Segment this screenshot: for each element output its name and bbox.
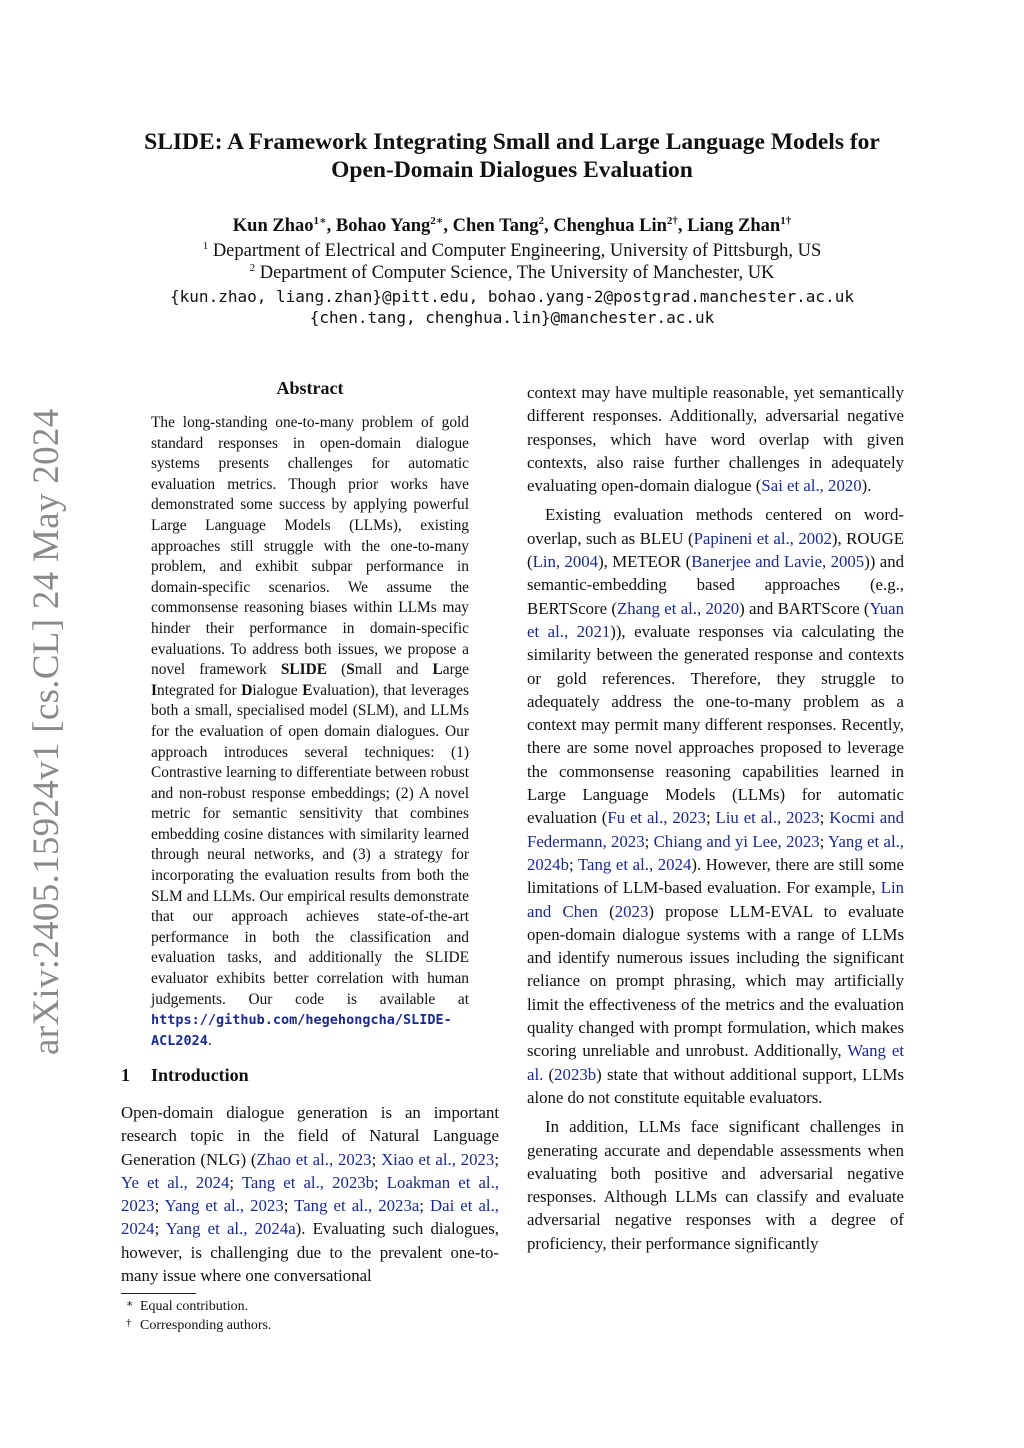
citation-link[interactable]: Kocmi and Federmann, 2023 — [527, 808, 905, 851]
body-text: In addition, LLMs face significant challenges in generating accurate and dependable assessments when evaluating both positive and adversarial negative responses. Although LLMs can classify and evaluate adversarial negative responses with a degree of proficiency, their performance significantly — [527, 1117, 904, 1253]
citation-link[interactable]: Yang et al., 2024b — [527, 831, 904, 874]
citation-link[interactable]: Sai et al., 2020 — [761, 476, 862, 496]
citation-link[interactable]: Chiang and yi Lee, 2023 — [653, 831, 820, 851]
section-title: Introduction — [151, 1065, 249, 1085]
author-sup: 1∗ — [313, 214, 327, 227]
affiliation-sup: 2 — [249, 261, 256, 274]
footnote-rule — [121, 1293, 196, 1294]
citation-link[interactable]: Yang et al., 2024a — [165, 1219, 296, 1239]
body-text: )), evaluate responses via calculating the similarity between the generated response and contexts or gold references. Therefore, they struggle to adequately address the one-to-many problem as a context may permit many different responses. Recently, there are some novel approaches proposed to leverage the commonsense reasoning capabilities learned in Large Language Models (LLMs) for automatic evaluation ( — [527, 621, 904, 828]
author: Chen Tang — [452, 216, 539, 236]
footnote-mark: ∗ — [126, 1298, 134, 1310]
affiliation-sup: 1 — [202, 239, 209, 252]
citation-link[interactable]: Tang et al., 2023a — [294, 1196, 420, 1216]
slide-name: SLIDE — [280, 661, 328, 679]
abstract-text: The long-standing one-to-many problem of gold standard responses in open-domain dialogue systems presents challenges for automatic evaluation metrics. Though prior works have demonstrated some success by applying powerful Large Language Models (LLMs), existing approaches still struggle with the one-to-many problem, and exhibit subpar performance in domain-specific scenarios. We assume the commonsense reasoning biases within LLMs may hinder their performance in domain-specific evaluations. To address both issues, we propose a novel framework — [151, 414, 469, 679]
body-text: ( — [597, 901, 615, 921]
citation-link[interactable]: Papineni et al., 2002 — [693, 528, 832, 548]
author-list: Kun Zhao$^{1∗}$, Bohao Yang$^{2∗}$, Chen Tang$^2$, Chenghua Lin$^{2\dagger}$, Liang Zhan$^{1\dagger}$ — [232, 214, 792, 236]
affiliation-text: Department of Computer Science, The University of Manchester, UK — [259, 263, 775, 283]
body-paragraph — [527, 381, 904, 497]
author-sup: 1† — [780, 214, 792, 227]
footnote-2 — [126, 1317, 272, 1335]
citation-link[interactable]: 2023 — [614, 901, 649, 921]
author: Bohao Yang — [335, 216, 431, 236]
title-line-2: Open-Domain Dialogues Evaluation — [331, 157, 693, 183]
citation-link[interactable]: Tang et al., 2023b — [241, 1172, 375, 1192]
citation-link[interactable]: 2023b — [554, 1064, 597, 1084]
body-text: ; — [371, 1149, 382, 1169]
body-text: ) and BARTScore ( — [739, 598, 870, 618]
body-text: ; — [705, 808, 716, 828]
body-text: ; — [644, 831, 654, 851]
author: Chenghua Lin — [553, 216, 667, 236]
body-text: ), ROUGE ( — [527, 528, 904, 572]
section-heading — [121, 1065, 249, 1086]
body-text: ). — [861, 476, 872, 496]
paper-title — [80, 128, 944, 184]
abstract-heading: Abstract — [276, 378, 344, 398]
affiliation-text: Department of Electrical and Computer Engineering, University of Pittsburgh, US — [212, 241, 822, 261]
slide-expansion: (Small and Large Integrated for Dialogue Evaluation), — [151, 661, 469, 699]
citation-link[interactable]: Lin, 2004 — [532, 552, 599, 572]
author-sup: 2 — [538, 214, 545, 227]
abstract-text: that leverages both a small, specialised model (SLM), and LLMs for the evaluation of open domain dialogues. Our approach introduces several techniques: (1) Contrastive learning to differentiate between robust and non-robust response embeddings; (2) A novel metric for semantic sensitivity that combines embedding cosine distances with similarity learned through neural networks, and (3) a strategy for incorporating the evaluation results from both the SLM and LLMs. Our empirical results demonstrate that our approach achieves state-of-the-art performance in both the classification and evaluation tasks, and additionally the SLIDE evaluator exhibits better correlation with human judgements. Our code is available at — [151, 681, 469, 1008]
footnote-text: Corresponding authors. — [140, 1318, 272, 1333]
emails-line-1: {kun.zhao, liang.zhan}@pitt.edu, bohao.yang-2@postgrad.manchester.ac.uk — [170, 287, 854, 306]
citation-link[interactable]: Xiao et al., 2023 — [381, 1149, 495, 1169]
citation-link[interactable]: Dai et al., 2024 — [121, 1196, 499, 1239]
intro-paragraph — [121, 1101, 499, 1287]
title-line-1: SLIDE: A Framework Integrating Small and Large Language Models for — [144, 129, 880, 155]
body-paragraph — [527, 1115, 904, 1255]
author: Kun Zhao — [232, 216, 314, 236]
body-text: ; — [568, 854, 578, 874]
body-text: )) and semantic-embedding based approaches (e.g., BERTScore ( — [527, 552, 905, 618]
body-text: ( — [543, 1064, 555, 1084]
body-text: ). Evaluating such dialogues, however, is challenging due to the prevalent one-to-many issue where one conversational — [121, 1219, 499, 1286]
author-sup: 2† — [666, 214, 678, 227]
body-text: ) state that without additional support, LLMs alone do not constitute equitable evaluators. — [527, 1064, 904, 1107]
body-text: ; — [419, 1196, 431, 1216]
body-text: context may have multiple reasonable, yet semantically different responses. Additionally, adversarial negative responses, which have word overlap with given contexts, also raise further challenges in adequately evaluating open-domain dialogue ( — [527, 383, 904, 496]
section-number: 1 — [121, 1065, 130, 1085]
footnote-text: Equal contribution. — [140, 1299, 249, 1314]
citation-link[interactable]: Lin and Chen — [527, 878, 904, 921]
arxiv-identifier: arXiv:2405.15924v1 [cs.CL] 24 May 2024 — [26, 408, 67, 1055]
abstract-body: The long-standing one-to-many problem of gold standard responses in open-domain dialogue systems presents challenges for automatic evaluation metrics. Though prior works have demonstrated some success by applying powerful Large Language Models (LLMs), existing approaches still struggle with the one-to-many problem, and exhibit subpar performance in domain-specific scenarios. We assume the commonsense reasoning biases within LLMs may hinder their performance in domain-specific evaluations. To address both issues, we propose a novel framework SLIDE (Small and Large Integrated for Dialogue Evaluation), that leverages both a small, specialised model (SLM), and LLMs for the evaluation of open domain dialogues. Our approach introduces several techniques: (1) Contrastive learning to differentiate between robust and non-robust response embeddings; (2) A novel metric for semantic sensitivity that combines embedding cosine distances with similarity learned through neural networks, and (3) a strategy for incorporating the evaluation results from both the SLM and LLMs. Our empirical results demonstrate that our approach achieves state-of-the-art performance in both the classification and evaluation tasks, and additionally the SLIDE evaluator exhibits better correlation with human judgements. Our code is available at https://github.com/hegehongcha/SLIDE-ACL2024. — [151, 414, 469, 1049]
body-text: ; — [494, 1149, 499, 1169]
body-text: ). However, there are still some limitations of LLM-based evaluation. For example, — [527, 854, 904, 898]
citation-link[interactable]: Ye et al., 2024 — [121, 1172, 230, 1192]
citation-link[interactable]: Yang et al., 2023 — [164, 1196, 284, 1216]
footnote-1 — [126, 1298, 249, 1316]
citation-link[interactable]: Loakman et al., 2023 — [121, 1172, 499, 1216]
body-text: ), METEOR ( — [598, 552, 692, 572]
body-text: ) propose LLM-EVAL to evaluate open-domain dialogue systems with a range of LLMs and identify numerous issues including the significant reliance on prompt phrasing, which may artificially limit the effectiveness of the metrics and the evaluation quality changed with prompt formulation, which makes scoring unreliable and unrobust. Additionally, — [527, 901, 904, 1061]
citation-link[interactable]: Wang et al. — [527, 1041, 905, 1084]
right-column — [527, 381, 904, 1255]
citation-link[interactable]: Yuan et al., 2021 — [527, 598, 904, 641]
citation-link[interactable]: Zhang et al., 2020 — [617, 598, 740, 618]
author: Liang Zhan — [687, 216, 781, 236]
citation-link[interactable]: Tang et al., 2024 — [577, 854, 692, 874]
affiliation-1 — [80, 240, 944, 262]
body-text: ; — [283, 1196, 295, 1216]
body-text: ; — [374, 1172, 387, 1192]
body-text: ; — [819, 831, 829, 851]
footnote-mark: † — [126, 1317, 132, 1329]
body-text: ; — [154, 1196, 165, 1216]
body-paragraph — [527, 503, 904, 1109]
citation-link[interactable]: Zhao et al., 2023 — [256, 1149, 372, 1169]
emails-line-2: {chen.tang, chenghua.lin}@manchester.ac.uk — [309, 308, 715, 327]
author-sup: 2∗ — [430, 214, 444, 227]
code-link[interactable]: https://github.com/hegehongcha/SLIDE-ACL2024 — [151, 1012, 452, 1049]
affiliation-2 — [80, 262, 944, 284]
body-text: ; — [154, 1219, 166, 1239]
body-text: Existing evaluation methods centered on word-overlap, such as BLEU ( — [527, 505, 904, 548]
citation-link[interactable]: Liu et al., 2023 — [715, 808, 820, 828]
body-text: ; — [819, 808, 830, 828]
body-text: Open-domain dialogue generation is an important research topic in the field of Natural Language Generation (NLG) ( — [121, 1103, 499, 1169]
body-text: ; — [229, 1172, 242, 1192]
citation-link[interactable]: Banerjee and Lavie, 2005 — [691, 552, 865, 572]
citation-link[interactable]: Fu et al., 2023 — [607, 808, 706, 828]
